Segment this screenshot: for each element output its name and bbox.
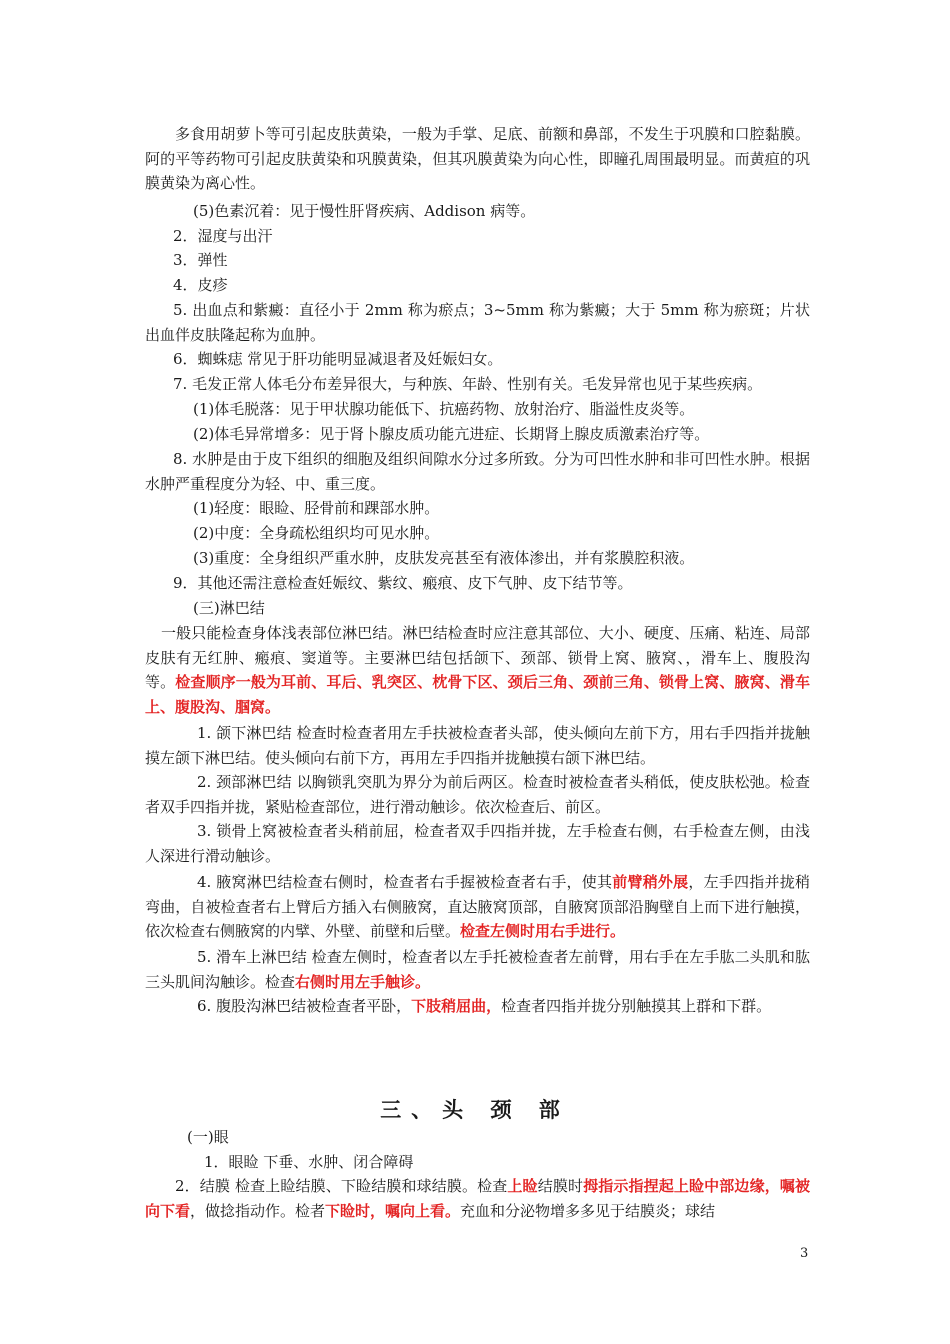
highlight-right-side-check: 右侧时用左手触诊。: [295, 972, 431, 991]
highlight-thumb-finger: 拇指示指捏起上睑中部边缘，嘱被向下看: [145, 1177, 810, 1220]
highlight-lower-lid: 下睑时，嘱向上看。: [325, 1201, 461, 1220]
paragraph-conjunctiva: 2．结膜 检查上睑结膜、下睑结膜和球结膜。检查上睑结膜时拇指示指捏起上睑中部边缘，嘱被向下看，做捻指动作。检者下睑时，嘱向上看。充血和分泌物增多多见于结膜炎；球结: [145, 1177, 810, 1220]
item-hair-loss: (1)体毛脱落：见于甲状腺功能低下、抗癌药物、放射治疗、脂溢性皮炎等。: [193, 400, 695, 418]
section-heading-head-neck: 三、头 颈 部: [380, 1097, 570, 1122]
item-eyelid: 1．眼睑 下垂、水肿、闭合障碍: [204, 1153, 414, 1171]
item-pigmentation: (5)色素沉着：见于慢性肝肾疾病、Addison 病等。: [193, 202, 536, 220]
item-rash: 4．皮疹: [173, 276, 228, 294]
paragraph-purpura: 5. 出血点和紫癜：直径小于 2mm 称为瘀点；3~5mm 称为紫癜；大于 5mm 称为瘀斑；片状出血伴皮肤隆起称为血肿。: [145, 301, 810, 344]
paragraph-submandibular: 1. 颌下淋巴结 检查时检查者用左手扶被检查者头部，使头倾向左前下方，用右手四指并拢触摸左颌下淋巴结。使头倾向右前下方，再用左手四指并拢触摸右颌下淋巴结。: [145, 724, 810, 767]
highlight-exam-order: 检查顺序一般为耳前、耳后、乳突区、枕骨下区、颈后三角、颈前三角、锁骨上窝、腋窝、滑车上、腹股沟、腘窝。: [145, 673, 810, 716]
paragraph-skin-yellowing: 多食用胡萝卜等可引起皮肤黄染，一般为手掌、足底、前额和鼻部，不发生于巩膜和口腔黏膜。阿的平等药物可引起皮肤黄染和巩膜黄染，但其巩膜黄染为向心性，即瞳孔周围最明显。而黄疸的巩膜黄染为离心性。: [145, 125, 810, 192]
section-lymph-nodes: (三)淋巴结: [193, 599, 265, 617]
highlight-left-side-check: 检查左侧时用右手进行。: [460, 922, 626, 940]
paragraph-supraclavicular: 3. 锁骨上窝被检查者头稍前屈，检查者双手四指并拢，左手检查右侧，右手检查左侧，由浅人深进行滑动触诊。: [145, 822, 810, 865]
page-number: 3: [800, 1246, 809, 1261]
paragraph-edema: 8. 水肿是由于皮下组织的细胞及组织间隙水分过多所致。分为可凹性水肿和非可凹性水肿。根据水肿严重程度分为轻、中、重三度。: [145, 450, 810, 493]
highlight-leg-flexion: 下肢稍屈曲，: [411, 997, 502, 1015]
item-hair-increase: (2)体毛异常增多：见于肾卜腺皮质功能亢进症、长期肾上腺皮质激素治疗等。: [193, 425, 710, 443]
item-spider-nevus: 6．蜘蛛痣 常见于肝功能明显减退者及妊娠妇女。: [173, 350, 503, 368]
paragraph-epitrochlear: 5. 滑车上淋巴结 检查左侧时，检查者以左手托被检查者左前臂，用右手在左手肱二头肌和肱三头肌间沟触诊。检查右侧时用左手触诊。: [145, 948, 810, 991]
highlight-upper-lid: 上睑: [507, 1177, 538, 1195]
paragraph-lymph-overview: 一般只能检查身体浅表部位淋巴结。淋巴结检查时应注意其部位、大小、硬度、压痛、粘连、局部皮肤有无红肿、瘢痕、窦道等。主要淋巴结包括颌下、颈部、锁骨上窝、腋窝、，滑车上、腹股沟等。检查顺序一般为耳前、耳后、乳突区、枕骨下区、颈后三角、颈前三角、锁骨上窝、腋窝、滑车上、腹股沟、腘窝。: [145, 624, 810, 716]
item-edema-severe: (3)重度：全身组织严重水肿，皮肤发亮甚至有液体渗出，并有浆膜腔积液。: [193, 549, 695, 567]
item-other-checks: 9．其他还需注意检查妊娠纹、紫纹、瘢痕、皮下气肿、皮下结节等。: [173, 574, 633, 592]
item-humidity: 2．湿度与出汗: [173, 227, 273, 245]
subsection-eye: (一)眼: [187, 1128, 229, 1146]
item-elasticity: 3．弹性: [173, 251, 228, 269]
item-edema-mild: (1)轻度：眼睑、胫骨前和踝部水肿。: [193, 499, 440, 517]
paragraph-axillary: 4. 腋窝淋巴结检查右侧时，检查者右手握被检查者右手，使其前臂稍外展，左手四指并拢稍弯曲，自被检查者右上臂后方插入右侧腋窝，直达腋窝顶部，自腋窝顶部沿胸壁自上而下进行触摸，依次检查右侧腋窝的内擘、外壁、前壁和后壁。检查左侧时用右手进行。: [145, 873, 810, 940]
paragraph-cervical: 2. 颈部淋巴结 以胸锁乳突肌为界分为前后两区。检查时被检查者头稍低，使皮肤松弛。检查者双手四指并拢，紧贴检查部位，进行滑动触诊。依次检查后、前区。: [145, 773, 810, 816]
item-edema-moderate: (2)中度：全身疏松组织均可见水肿。: [193, 524, 440, 542]
paragraph-inguinal: 6. 腹股沟淋巴结被检查者平卧，下肢稍屈曲，检查者四指并拢分别触摸其上群和下群。: [197, 997, 772, 1015]
highlight-forearm-abduction: 前臂稍外展: [612, 873, 689, 891]
item-hair: 7. 毛发正常人体毛分布差异很大，与种族、年龄、性别有关。毛发异常也见于某些疾病。: [173, 375, 763, 393]
